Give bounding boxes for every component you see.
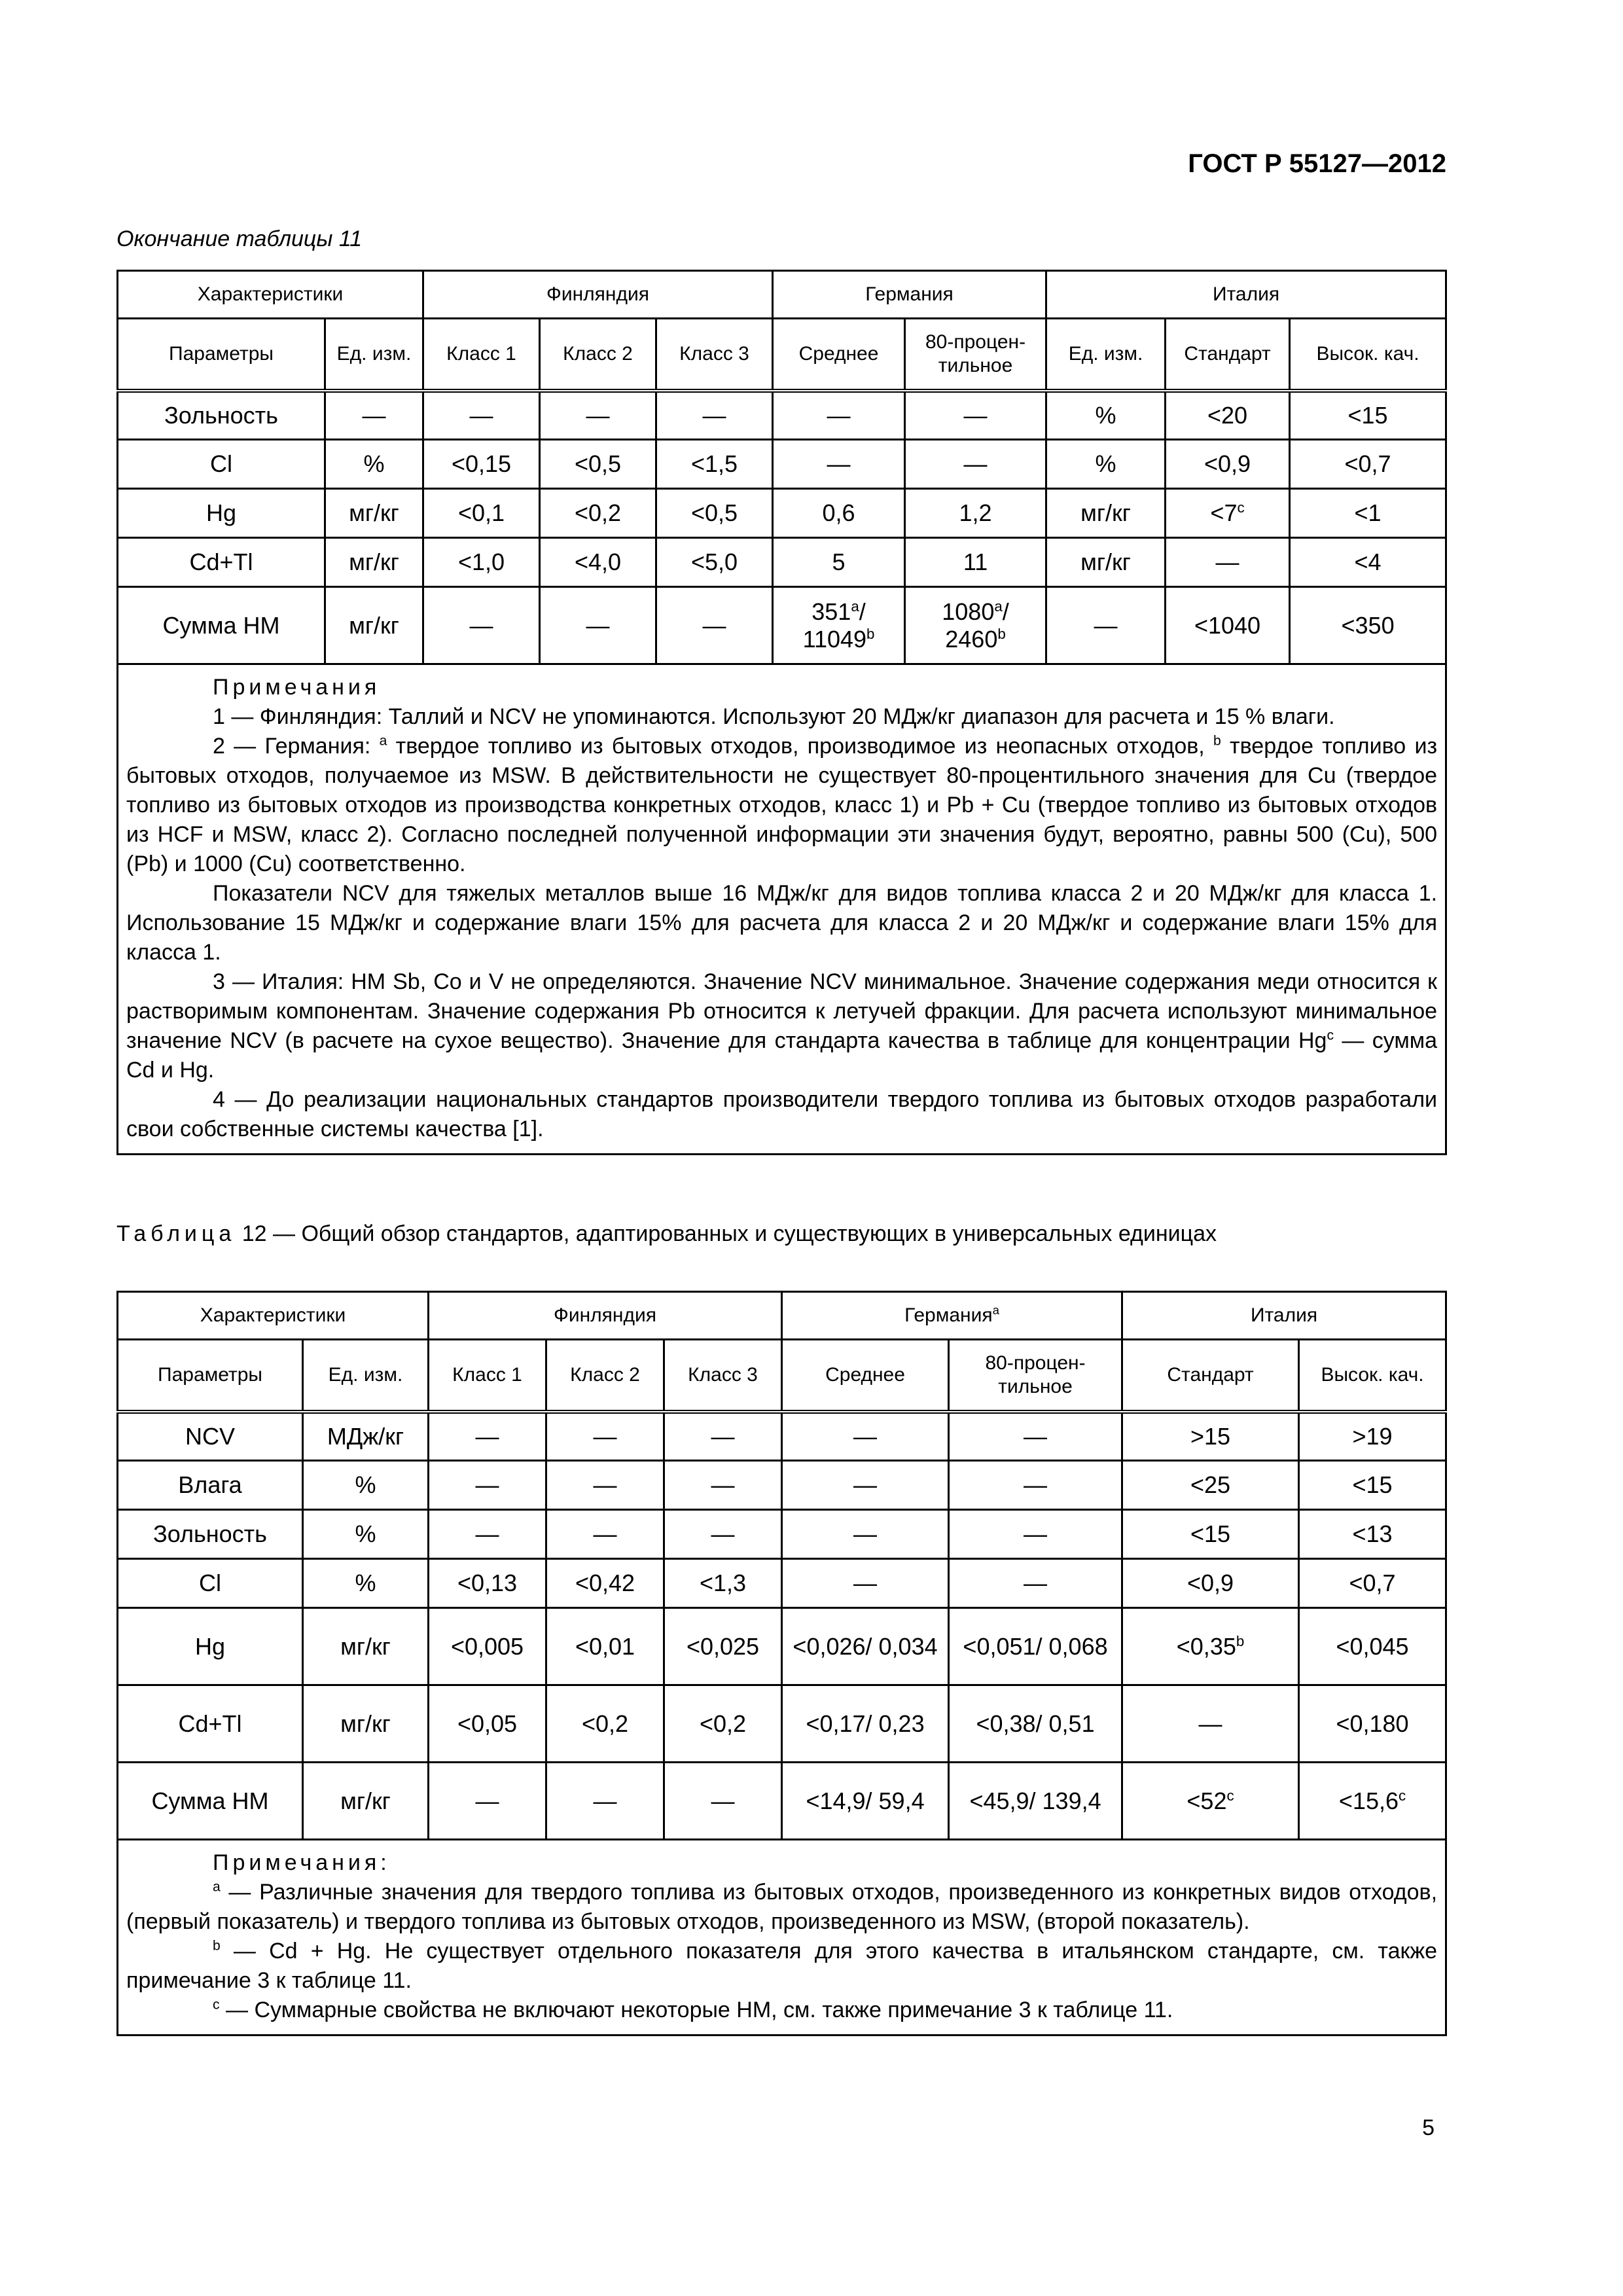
table-cell: — <box>1046 587 1166 664</box>
table-cell: <1 <box>1290 489 1446 538</box>
table-cell: Cd+Tl <box>118 1685 303 1763</box>
col-header: Класс 3 <box>664 1340 782 1412</box>
col-header: Класс 3 <box>656 319 773 391</box>
table-12 <box>116 1291 1447 2036</box>
table-cell: — <box>1122 1685 1299 1763</box>
cell-value: 1080 <box>942 598 995 625</box>
group-header-germany: Германия <box>773 271 1046 319</box>
table-cell: 11 <box>905 538 1046 587</box>
note-b: $^b$ — Cd + Hg. Не существует отдельного показателя для этого качества в итальянском стандарте, см. также примечание 3 к таблице 11. <box>126 1938 1438 1993</box>
table-cell: <1,5 <box>656 440 773 489</box>
table-cell: — <box>429 1763 546 1840</box>
table-cell: Cd+Tl <box>118 538 325 587</box>
table-cell: <4,0 <box>540 538 656 587</box>
table-cell: — <box>429 1412 546 1461</box>
footnote-marker: a <box>379 733 387 749</box>
table-cell: — <box>949 1412 1122 1461</box>
group-header-italy: Италия <box>1122 1292 1446 1340</box>
table-cell: — <box>429 1510 546 1559</box>
table-cell: — <box>905 391 1046 440</box>
table-cell: <0,045 <box>1299 1608 1446 1685</box>
col-header: Стандарт <box>1166 319 1290 391</box>
table-cell: — <box>1166 538 1290 587</box>
table-row <box>118 1461 1446 1510</box>
footnote-marker: b <box>1213 733 1221 749</box>
table-cell: — <box>546 1412 664 1461</box>
table-cell: >15 <box>1122 1412 1299 1461</box>
cell-value: <15,6 <box>1338 1787 1399 1814</box>
footnote-marker: b <box>213 1938 221 1954</box>
table-cell: <0,051/ 0,068 <box>949 1608 1122 1685</box>
footnote-marker: c <box>1237 499 1245 516</box>
table-cell: <0,2 <box>664 1685 782 1763</box>
page-number: 5 <box>1422 2115 1435 2140</box>
table-cell: % <box>1046 391 1166 440</box>
table-cell: <0,025 <box>664 1608 782 1685</box>
table-11 <box>116 270 1447 1155</box>
table-cell: — <box>423 391 540 440</box>
table-cell: — <box>540 587 656 664</box>
table-cell <box>1299 1763 1446 1840</box>
table-cell: МДж/кг <box>303 1412 429 1461</box>
table-cell <box>905 587 1046 664</box>
table-cell: <1,0 <box>423 538 540 587</box>
footnote-marker: b <box>866 625 875 642</box>
table-11-notes <box>118 664 1446 1155</box>
table-cell: — <box>546 1763 664 1840</box>
group-header-italy: Италия <box>1046 271 1446 319</box>
col-header: 80-процен-тильное <box>905 319 1046 391</box>
note-2-continued: Показатели NCV для тяжелых металлов выше 16 МДж/кг для видов топлива класса 2 и 20 МДж/кг для класса 1. Использование 15 МДж/кг и содержание влаги 15% для расчета для класса 2 и 20 МДж/кг и содержание влаги 15% для класса 1. <box>126 881 1438 965</box>
table-cell: <0,01 <box>546 1608 664 1685</box>
table-cell: Hg <box>118 1608 303 1685</box>
footnote-marker: c <box>1226 1787 1234 1804</box>
table-cell: — <box>664 1461 782 1510</box>
table-cell: мг/кг <box>303 1608 429 1685</box>
document-code: ГОСТ Р 55127—2012 <box>1188 149 1446 178</box>
table-cell: Hg <box>118 489 325 538</box>
footnote-marker: c <box>1327 1028 1334 1043</box>
notes-row <box>118 664 1446 1155</box>
table-cell: <0,9 <box>1122 1559 1299 1608</box>
table-12-caption <box>116 1221 1217 1247</box>
table-cell: <0,42 <box>546 1559 664 1608</box>
footnote-marker: b <box>1236 1632 1245 1649</box>
table-cell: — <box>905 440 1046 489</box>
cell-value: <7 <box>1210 499 1238 526</box>
note-2: 2 — Германия: $^a$ твердое топливо из бытовых отходов, производимое из неопасных отходов, $^b$ твердое топливо из бытовых отходов, получаемое из MSW. В действительности не существует 80-процентильного значения для Cu (твердое топливо из бытовых отходов из производства конкретных отходов, класс 1) и Pb + Cu (твердое топливо из бытовых отходов из HCF и MSW, класс 2). Согласно последней полученной информации эти значения будут, вероятно, равны 500 (Cu), 500 (Pb) и 1000 (Cu) соответственно. <box>126 733 1438 876</box>
table-row <box>118 391 1446 440</box>
table-cell: <5,0 <box>656 538 773 587</box>
table-cell: <0,1 <box>423 489 540 538</box>
col-header: Среднее <box>782 1340 949 1412</box>
table-cell: Сумма НМ <box>118 587 325 664</box>
table-cell: мг/кг <box>325 489 423 538</box>
col-header: Высок. кач. <box>1299 1340 1446 1412</box>
table-cell: <0,13 <box>429 1559 546 1608</box>
table-cell: <14,9/ 59,4 <box>782 1763 949 1840</box>
table-cell: Cl <box>118 1559 303 1608</box>
cell-value: <52 <box>1186 1787 1227 1814</box>
table-cell: <0,2 <box>540 489 656 538</box>
table-cell: <0,05 <box>429 1685 546 1763</box>
table-cell: Зольность <box>118 391 325 440</box>
table-cell: <0,17/ 0,23 <box>782 1685 949 1763</box>
col-header: Параметры <box>118 319 325 391</box>
table-cell: 5 <box>773 538 905 587</box>
table-cell: <0,7 <box>1290 440 1446 489</box>
note-c: $^c$ — Суммарные свойства не включают некоторые НМ, см. также примечание 3 к таблице 11. <box>213 1997 1173 2022</box>
note-4: 4 — До реализации национальных стандартов производители твердого топлива из бытовых отходов разработали свои собственные системы качества [1]. <box>126 1087 1438 1141</box>
footnote-marker: a <box>992 1303 999 1317</box>
table-cell <box>1122 1763 1299 1840</box>
table-title: 12 — Общий обзор стандартов, адаптированных и существующих в универсальных единицах <box>236 1221 1217 1246</box>
note-a: $^a$ — Различные значения для твердого топлива из бытовых отходов, произведенного из конкретных видов отходов, (первый показатель) и твердого топлива из бытовых отходов, произведенного из MSW, (второй показатель). <box>126 1879 1438 1934</box>
table-cell: — <box>656 587 773 664</box>
table-cell: NCV <box>118 1412 303 1461</box>
table-cell: — <box>656 391 773 440</box>
table-row <box>118 1510 1446 1559</box>
table-cell: <0,026/ 0,034 <box>782 1608 949 1685</box>
col-header: 80-процен-тильное <box>949 1340 1122 1412</box>
table-cell: <45,9/ 139,4 <box>949 1763 1122 1840</box>
table-cell: — <box>546 1510 664 1559</box>
table-cell: <15 <box>1122 1510 1299 1559</box>
table-cell: — <box>664 1763 782 1840</box>
col-header: Ед. изм. <box>303 1340 429 1412</box>
table-cell: — <box>423 587 540 664</box>
col-header: Класс 2 <box>546 1340 664 1412</box>
table-cell: % <box>1046 440 1166 489</box>
table-cell <box>1166 489 1290 538</box>
table-cell: — <box>782 1412 949 1461</box>
note-3: 3 — Италия: НМ Sb, Co и V не определяются. Значение NCV минимальное. Значение содержания меди относится к растворимым компонентам. Значение содержания Pb относится к летучей фракции. Для расчета используют минимальное значение NCV (в расчете на сухое вещество). Значение для стандарта качества в таблице для концентрации Hg$^c$ — сумма Cd и Hg. <box>126 969 1438 1083</box>
table-12-notes <box>118 1840 1446 2036</box>
notes-title: Примечания <box>213 675 381 700</box>
table-cell: — <box>773 440 905 489</box>
table-cell: Cl <box>118 440 325 489</box>
table-cell: <0,38/ 0,51 <box>949 1685 1122 1763</box>
footnote-marker: c <box>1399 1787 1406 1804</box>
table-cell: Влага <box>118 1461 303 1510</box>
table-cell: <15 <box>1290 391 1446 440</box>
table-cell: — <box>429 1461 546 1510</box>
group-header-germany: Германия$^a$ <box>782 1292 1122 1340</box>
cell-value: 2460 <box>945 625 998 653</box>
table-cell: — <box>782 1559 949 1608</box>
table-cell: <0,15 <box>423 440 540 489</box>
table-row <box>118 1412 1446 1461</box>
cell-value: 11049 <box>802 625 867 653</box>
col-header: Ед. изм. <box>325 319 423 391</box>
table-cell: 1,2 <box>905 489 1046 538</box>
col-header: Параметры <box>118 1340 303 1412</box>
footnote-marker: c <box>213 1997 220 2013</box>
notes-title: Примечания: <box>213 1850 391 1875</box>
col-header: Класс 2 <box>540 319 656 391</box>
table-cell: % <box>303 1461 429 1510</box>
table-cell: — <box>782 1461 949 1510</box>
table-cell: мг/кг <box>303 1685 429 1763</box>
table-cell: <4 <box>1290 538 1446 587</box>
table-cell: >19 <box>1299 1412 1446 1461</box>
group-header-finland: Финляндия <box>429 1292 782 1340</box>
col-header: Класс 1 <box>429 1340 546 1412</box>
col-header: Среднее <box>773 319 905 391</box>
col-header: Ед. изм. <box>1046 319 1166 391</box>
table-11-caption: Окончание таблицы 11 <box>116 226 363 251</box>
table-cell: <0,5 <box>656 489 773 538</box>
table-row <box>118 1685 1446 1763</box>
table-cell: <0,005 <box>429 1608 546 1685</box>
table-cell: <0,180 <box>1299 1685 1446 1763</box>
table-cell: <1040 <box>1166 587 1290 664</box>
table-cell: <0,5 <box>540 440 656 489</box>
table-cell: % <box>303 1510 429 1559</box>
table-row <box>118 440 1446 489</box>
cell-separator: / <box>859 598 866 625</box>
group-header-finland: Финляндия <box>423 271 773 319</box>
table-cell: % <box>325 440 423 489</box>
table-row <box>118 587 1446 664</box>
cell-value: <0,35 <box>1176 1632 1236 1660</box>
table-row <box>118 1559 1446 1608</box>
table-cell <box>1122 1608 1299 1685</box>
table-cell: мг/кг <box>303 1763 429 1840</box>
table-cell: — <box>949 1510 1122 1559</box>
table-cell: мг/кг <box>325 587 423 664</box>
footnote-marker: a <box>213 1879 221 1895</box>
table-cell: — <box>664 1412 782 1461</box>
table-cell: Сумма НМ <box>118 1763 303 1840</box>
group-header-characteristics: Характеристики <box>118 1292 429 1340</box>
col-header: Класс 1 <box>423 319 540 391</box>
cell-value: 351 <box>812 598 851 625</box>
footnote-marker: a <box>994 598 1003 615</box>
table-cell: <13 <box>1299 1510 1446 1559</box>
table-cell: <20 <box>1166 391 1290 440</box>
table-cell: мг/кг <box>1046 538 1166 587</box>
table-cell: <0,2 <box>546 1685 664 1763</box>
table-row <box>118 1763 1446 1840</box>
table-label: Таблица <box>116 1221 236 1246</box>
cell-separator: / <box>1002 598 1009 625</box>
col-header: Высок. кач. <box>1290 319 1446 391</box>
footnote-marker: a <box>851 598 859 615</box>
table-cell: — <box>773 391 905 440</box>
table-cell: — <box>949 1559 1122 1608</box>
table-cell: Зольность <box>118 1510 303 1559</box>
table-row <box>118 489 1446 538</box>
table-cell: — <box>949 1461 1122 1510</box>
note-1: 1 — Финляндия: Таллий и NCV не упоминаются. Используют 20 МДж/кг диапазон для расчета и 15 % влаги. <box>213 704 1335 729</box>
table-cell: — <box>664 1510 782 1559</box>
table-cell: <15 <box>1299 1461 1446 1510</box>
table-cell: % <box>303 1559 429 1608</box>
col-header: Стандарт <box>1122 1340 1299 1412</box>
table-cell: <1,3 <box>664 1559 782 1608</box>
footnote-marker: b <box>997 625 1006 642</box>
table-cell: <350 <box>1290 587 1446 664</box>
group-header-characteristics: Характеристики <box>118 271 423 319</box>
table-cell: мг/кг <box>325 538 423 587</box>
table-row <box>118 1608 1446 1685</box>
table-row <box>118 538 1446 587</box>
table-cell: <0,7 <box>1299 1559 1446 1608</box>
table-cell: — <box>782 1510 949 1559</box>
table-cell: <0,9 <box>1166 440 1290 489</box>
table-cell: — <box>546 1461 664 1510</box>
table-cell: <25 <box>1122 1461 1299 1510</box>
table-cell: мг/кг <box>1046 489 1166 538</box>
table-cell: 0,6 <box>773 489 905 538</box>
table-cell: — <box>325 391 423 440</box>
table-cell: — <box>540 391 656 440</box>
table-cell <box>773 587 905 664</box>
notes-row <box>118 1840 1446 2036</box>
